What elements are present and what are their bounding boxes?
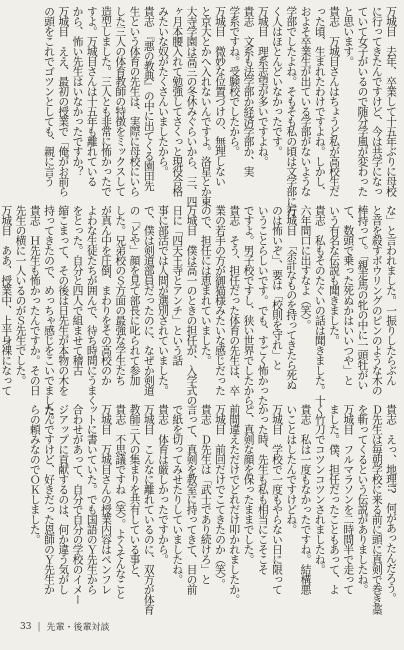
text-column: 縮こまって、その後は日先生が本物の木を <box>57 205 71 395</box>
text-column: った頃、生まれたわけですよね。しかし、 <box>313 6 327 196</box>
text-column: 造型しました。三人とも非常に怖かったで <box>100 6 113 196</box>
text-column: 貴志 Ｄ先生は「武士であり続けろ」と <box>199 404 213 584</box>
page-footer <box>20 620 110 633</box>
text-column: 万城目 「余計なものを持ってきたら死ぬ <box>285 205 299 390</box>
text-column: 万城目 理系志望が多いですよね。 <box>256 6 270 166</box>
text-column: 六年間口に出すなよ（笑）。 <box>299 205 313 330</box>
text-column: から、怖い先生はいなかったですか？ <box>71 6 85 176</box>
text-column: で、僕は剣道部員だったのに、なぜか剣道 <box>142 205 156 395</box>
text-column: 業の若手の方が御猫様みたいな感じだった <box>214 205 227 395</box>
text-column: ジアップに貢献するのは、何か違う気がし <box>57 404 71 594</box>
text-column: 生という体育の先生は、実際に母校にいら <box>128 6 142 196</box>
text-column: に行ってきたんですけど、今は共学になっ <box>370 6 384 196</box>
footer-separator: | <box>37 621 41 632</box>
text-column: した三人の体育教師の特徴をミックスして <box>114 6 128 196</box>
text-column: 貴志 Ｈ先生も怖かったんですか。その日 <box>28 205 42 395</box>
text-column: く竹刀でコツンコツンされましたね。 <box>313 404 327 574</box>
text-column: いことはしたんですけどね。 <box>285 404 299 534</box>
text-column: と音を殺すボウリングのピンのような木の <box>370 205 384 395</box>
text-column: 万城目 ああ、授業中、上半身裸になって <box>0 205 14 395</box>
text-column: のは怖いぞ」、要は「校則を守れ」と <box>271 205 284 370</box>
text-column: かった時、先生も私も相当にこそこそ <box>256 404 270 574</box>
text-column: 万城目 こんなに離れているのに、双方が体育 <box>142 404 156 614</box>
text-column: と思います。 <box>342 6 356 66</box>
text-column: 持ってきたので、めっちゃ感じをこいでました。 <box>43 205 56 425</box>
text-column: 貴志 私もそのたぐいの話は聞きました。十 <box>313 205 327 405</box>
text-column: 先生の横に一人いるのがＳ先生でした。 <box>14 205 28 385</box>
text-column: の頭をこれでゴツンとしても、親に言う <box>43 6 56 186</box>
text-column: 日に「四天王寺とアンチ」という話 <box>171 205 185 365</box>
text-column: およそ卒業生が出ている学部がないような <box>299 6 313 196</box>
text-column: 万城目 去年、卒業して十五年ぶりに母校 <box>385 6 398 196</box>
text-column: 貴志 えっ、地理!? 何があったんだろう。 <box>385 404 398 603</box>
text-column: たんですけど、好きだった恩師のＹ先生か <box>43 404 56 594</box>
text-column: 貴志 万城目さんはちょうど私が高校生だ <box>328 6 341 196</box>
text-column: 貴志 不思議ですね（笑）。よくそんなこと <box>114 404 128 599</box>
text-column: 教師三人の集まりを共有している事と、 <box>128 404 142 584</box>
text-column: 棒持って。「親走馬の牝の中に一頭牡がい <box>356 205 370 390</box>
text-column: Ｄ先生は毎朝学校に来る前に頭に真剣で巻き藁 <box>370 404 384 614</box>
text-column: 万城目 前回だけでこてきたのか（笑）。 <box>214 404 227 589</box>
text-column: ので、担任には恵まれていました。 <box>199 205 213 365</box>
text-column: 万城目 僕は高一のときの担任が、入学式の <box>185 205 199 405</box>
text-column: ました。僕、担任だったこともあって、よ <box>328 404 341 594</box>
text-column: 貴志 文系も法学部か経済学部か、実 <box>242 6 256 176</box>
text-column: いうことらしいです。でも、すごく怖かった <box>256 205 270 405</box>
text-column: 貴志 『悪の教典』の中に出てくる園田先 <box>142 6 156 191</box>
text-column: いう有名な伝説も聞きました。 <box>328 205 341 345</box>
page-number: 33 <box>20 621 32 632</box>
text-column: 万城目 万城目さんの授業内容はペンフレ <box>100 404 113 594</box>
text-column: て、数頭で乗った死ぬかはいいつや」と <box>342 205 356 385</box>
text-column: 万城目 微妙な位置づけの、無理しない <box>214 6 227 186</box>
text-column: よわな生徒たちが囲んで、待ち時間にうまく <box>85 205 99 405</box>
text-column: 貴志 体育は厳しかったですから。 <box>157 404 170 564</box>
text-column: で紙を切ってみせたりしていましたね。 <box>171 404 185 584</box>
text-column: 言って、真剣を教室に持ってきて、目の前 <box>185 404 199 594</box>
text-column: らの頼みなのでＯＫしました。 <box>28 404 42 544</box>
text-column: 事に部活では人間が選別されていました。 <box>157 205 170 395</box>
text-column: 貴志 私は一度もなかったですね。結構悪 <box>299 404 313 594</box>
text-column: をとった。自分と四人で組ませて稽古 <box>71 205 85 375</box>
text-column: 万城目 学校で一度もやらない日に限って <box>271 404 284 594</box>
text-tier-bottom <box>8 404 398 614</box>
text-column: を斬ってくるという伝説がありましたね。 <box>356 404 370 594</box>
text-column: の「どや」顔を見て部長に叱られて参加 <box>128 205 142 385</box>
text-column: ヶ月本腰入れて勉強してさくっと現役合格 <box>171 6 185 196</box>
text-column: 学部でしたよね。そもそも私の頃は文学部に行 <box>285 6 299 216</box>
text-column: ですよ。男子校ですし、狭い世界でしたから。 <box>242 205 256 415</box>
text-column: みたいな奴がたくさんいましたから。 <box>157 6 170 176</box>
text-tier-middle <box>0 205 398 425</box>
text-column: 大寺学園は高三の冬休みぐらいから、三、四 <box>185 6 199 206</box>
text-column: と、真剣な顔を保ったままでした。 <box>242 404 256 564</box>
text-column: 学系ですね。受験校でしたから。 <box>228 6 242 156</box>
text-column: ットに書いていた。でも国語のＹ先生から <box>85 404 99 594</box>
text-column: く人はほとんどいなかったです。 <box>271 6 284 156</box>
text-column: した。兄弟校のＳ方面の最強な学生たち <box>114 205 128 385</box>
text-column: と京大とかへ入れないんですよ。洛星とか東 <box>199 6 213 206</box>
section-title: 先輩・後輩対談 <box>46 623 110 633</box>
text-column: 前間違えただけでどれだけ叩かれましたか。 <box>228 404 242 604</box>
text-column: が真ん中を圧倒、まわりをその高校のか <box>100 205 113 385</box>
text-column: 万城目 フルマラソンを二時間半で走って <box>342 404 356 594</box>
text-column: すよ。万城目さんは十五年も離れている <box>85 6 99 186</box>
text-column: な」と言われました。一振りしたらぶん <box>385 205 398 385</box>
text-column: 貴志 そう、担任だった体育の先生は、卒 <box>228 205 242 395</box>
text-column: 万城目 ええ、最初の授業で「俺がお前ら <box>57 6 71 196</box>
text-tier-top <box>8 6 398 216</box>
text-column: ていて女子がいるので随分学風が変わった <box>356 6 370 196</box>
text-column: 合わせがあって、自分で自分の学校のイメー <box>71 404 85 604</box>
